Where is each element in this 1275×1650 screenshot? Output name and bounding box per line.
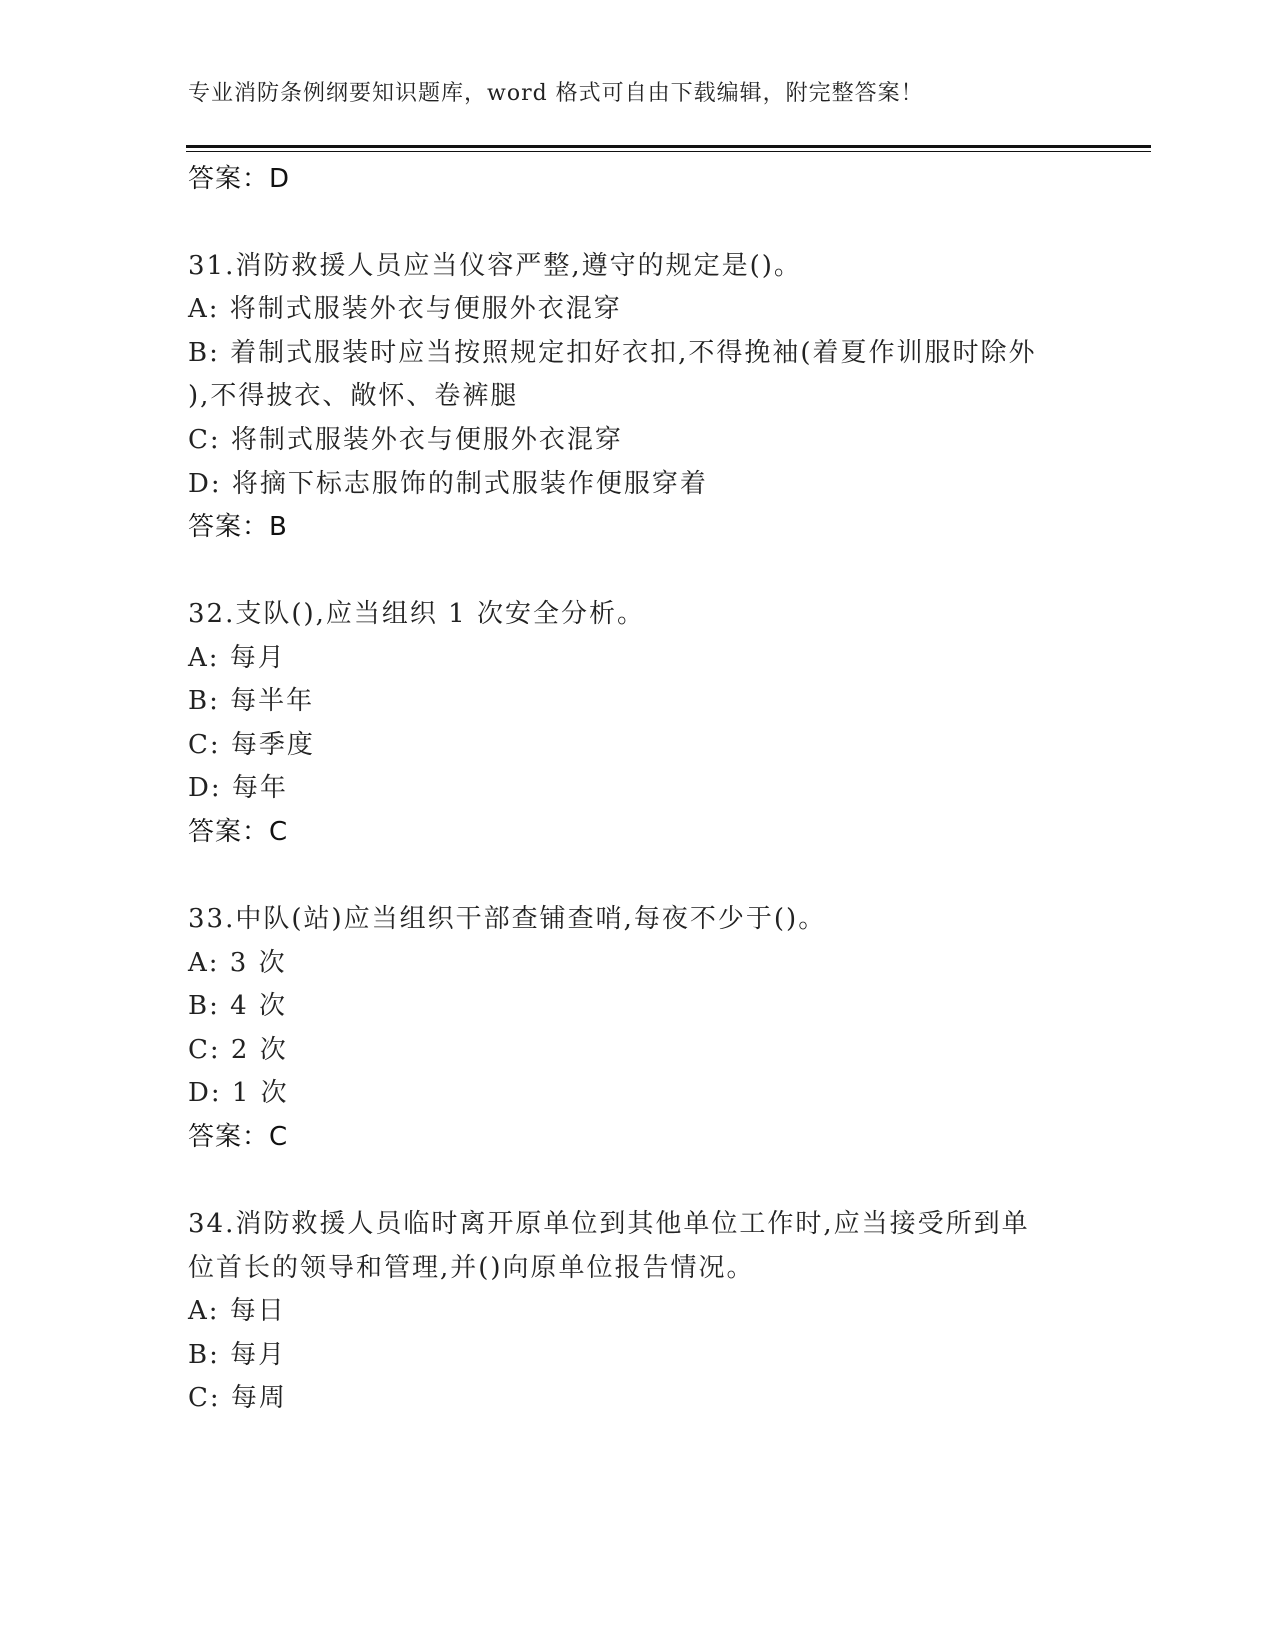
question-33-option-b: B: 4 次	[188, 991, 287, 1021]
question-31-answer: 答案：B	[188, 512, 288, 542]
previous-answer: 答案：D	[188, 164, 291, 194]
question-34-option-b: B: 每月	[188, 1340, 287, 1370]
question-31-option-a: A: 将制式服装外衣与便服外衣混穿	[188, 294, 622, 324]
question-32-answer: 答案：C	[188, 817, 289, 847]
question-31-option-b-line1: B: 着制式服装时应当按照规定扣好衣扣,不得挽袖(着夏作训服时除外	[188, 338, 1037, 368]
question-33-text: 33.中队(站)应当组织干部查铺查哨,每夜不少于()。	[188, 904, 827, 934]
header-rule-thin	[186, 151, 1151, 152]
question-34-text-line2: 位首长的领导和管理,并()向原单位报告情况。	[188, 1253, 755, 1283]
question-31-option-c: C: 将制式服装外衣与便服外衣混穿	[188, 425, 623, 455]
question-33-option-d: D: 1 次	[188, 1078, 289, 1108]
question-31-option-d: D: 将摘下标志服饰的制式服装作便服穿着	[188, 469, 708, 499]
question-32-option-c: C: 每季度	[188, 730, 315, 760]
question-32-text: 32.支队(),应当组织 1 次安全分析。	[188, 599, 645, 629]
question-33-option-c: C: 2 次	[188, 1035, 288, 1065]
question-34-option-c: C: 每周	[188, 1383, 287, 1413]
question-34-text-line1: 34.消防救援人员临时离开原单位到其他单位工作时,应当接受所到单	[188, 1209, 1030, 1239]
question-32-option-b: B: 每半年	[188, 686, 315, 716]
question-32-option-d: D: 每年	[188, 773, 288, 803]
question-34-option-a: A: 每日	[188, 1296, 286, 1326]
question-32-option-a: A: 每月	[188, 643, 286, 673]
page-header: 专业消防条例纲要知识题库，word 格式可自由下载编辑，附完整答案！	[188, 81, 924, 106]
header-rule-thick	[186, 145, 1151, 148]
question-33-option-a: A: 3 次	[188, 948, 287, 978]
question-33-answer: 答案：C	[188, 1122, 289, 1152]
question-31-option-b-line2: ),不得披衣、敞怀、卷裤腿	[188, 381, 519, 411]
question-31-text: 31.消防救援人员应当仪容严整,遵守的规定是()。	[188, 251, 802, 281]
